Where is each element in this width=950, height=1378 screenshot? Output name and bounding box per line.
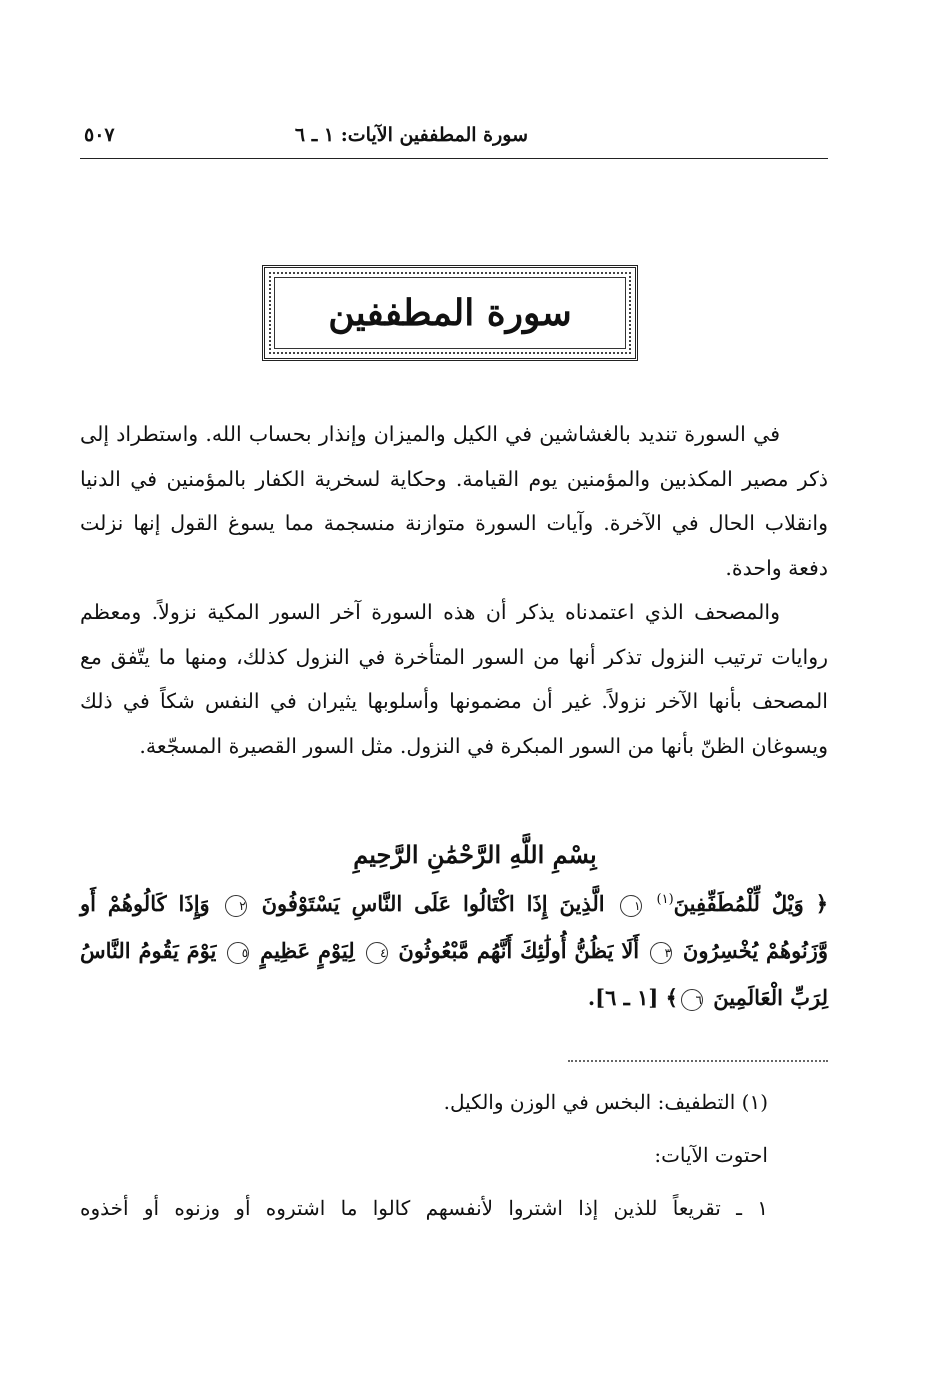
surah-title-frame-inner [269,272,631,354]
verse-1-text: وَيْلٌ لِّلْمُطَفِّفِينَ [673,891,804,916]
verse-number-marker: ٥ [227,942,249,964]
surah-title-frame-core [274,277,626,349]
verse-5-text: لِيَوْمٍ عَظِيمٍ [260,938,355,963]
footnote-marker: (١) [656,892,674,907]
verse-2-text: الَّذِينَ إِذَا اكْتَالُوا عَلَى النَّاسِ يَسْتَوْفُونَ [261,891,605,916]
verse-number-marker: ١ [620,895,642,917]
page-number: ٥٠٧ [84,124,115,146]
verse-range: [١ ـ ٦]. [587,985,659,1010]
verse-number-marker: ٤ [366,942,388,964]
quran-verses [80,876,828,1021]
running-header [80,118,828,159]
verse-number-marker: ٣ [650,942,672,964]
quran-close-bracket: ﴾ [665,985,678,1010]
verse-number-marker: ٢ [225,895,247,917]
running-title: سورة المطففين الآيات: ١ ـ ٦ [294,124,528,146]
surah-title: سورة المطففين [328,292,572,334]
list-item-1: ١ ـ تقريعاً للذين إذا اشتروا لأنفسهم كالوا ما اشتروه أو وزنوه أو أخذوه [80,1196,768,1220]
verse-6-text: يَوْمَ يَقُومُ النَّاسُ لِرَبِّ الْعَالَمِينَ [80,938,828,1010]
quran-open-bracket: ﴿ [815,891,829,916]
footnote-separator [568,1060,828,1062]
verse-4-text: أَلَا يَظُنُّ أُولَٰئِكَ أَنَّهُم مَّبْعُوثُونَ [398,938,640,963]
verse-3-text: وَإِذَا كَالُوهُمْ أَو وَّزَنُوهُمْ يُخْسِرُونَ [80,891,829,963]
basmala: بِسْمِ اللَّهِ الرَّحْمَٰنِ الرَّحِيمِ [353,840,597,869]
verse-number-marker: ٦ [681,989,703,1011]
footnote: (١) التطفيف: البخس في الوزن والكيل. [443,1090,768,1114]
intro-text-2: والمصحف الذي اعتمدناه يذكر أن هذه السورة آخر السور المكية نزولاً. ومعظم روايات ترتيب النزول تذكر أنها من السور المتأخرة في النزول كذلك، ومنها ما يتّفق مع المصحف بأنها الآخر نزولاً. غير أن مضمونها وأسلوبها يثيران في النفس شكاً في ذلك ويسوغان الظنّ بأنها من السور المبكرة في النزول. مثل السور القصيرة المسجّعة. [80,600,828,758]
intro-text-1: في السورة تنديد بالغشاشين في الكيل والميزان وإنذار بحساب الله. واستطراد إلى ذكر مصير المكذبين والمؤمنين يوم القيامة. وحكاية لسخرية الكفار بالمؤمنين في الدنيا وانقلاب الحال في الآخرة. وآيات السورة متوازنة منسجمة مما يسوغ القول إنها نزلت دفعة واحدة. [80,422,828,580]
intro-paragraph-2 [80,590,828,768]
verses-contents-heading: احتوت الآيات: [654,1143,768,1167]
intro-paragraph-1 [80,412,828,590]
surah-title-frame [262,265,638,361]
